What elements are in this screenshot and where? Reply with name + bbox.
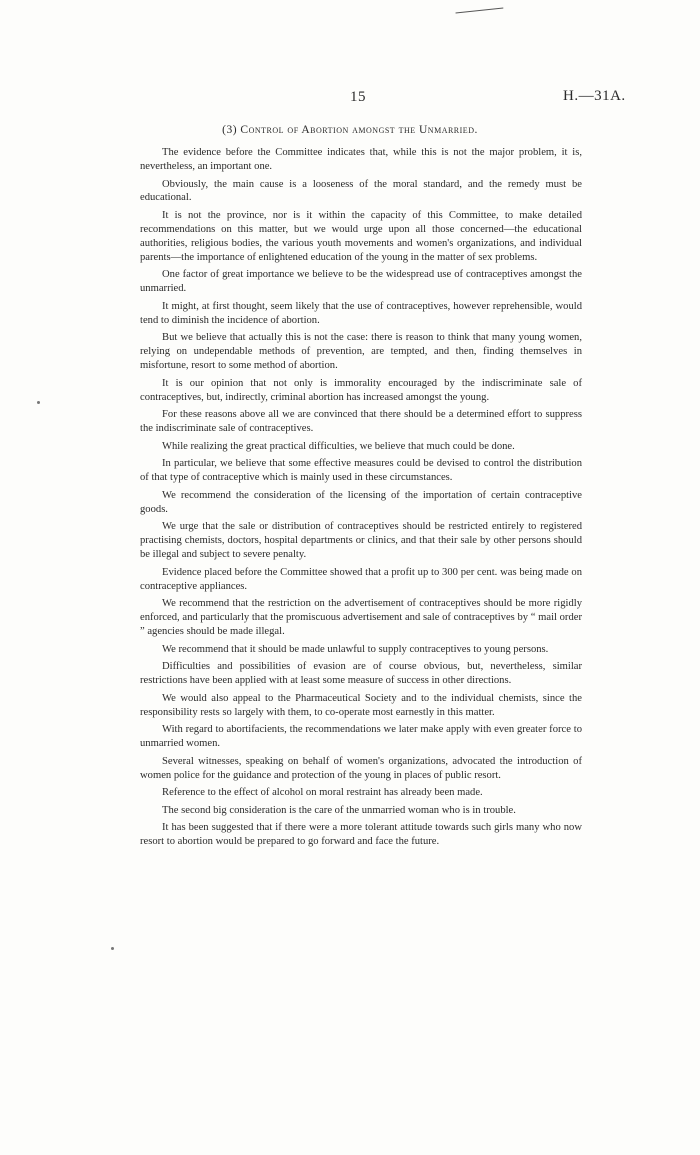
paragraph: It might, at first thought, seem likely that the use of contraceptives, however reprehensible, would tend to diminish the incidence of abortion. — [140, 300, 582, 326]
paragraph: We would also appeal to the Pharmaceutical Society and to the individual chemists, since the responsibility rests so largely with them, to co-operate most earnestly in this matter. — [140, 692, 582, 718]
paragraph: But we believe that actually this is not the case: there is reason to think that many young women, relying on undependable methods of prevention, are tempted, and then, finding themselves in misfortune, resort to some method of abortion. — [140, 332, 582, 372]
margin-speck — [37, 401, 40, 404]
section-heading: (3) Control of Abortion amongst the Unmarried. — [222, 124, 478, 136]
paragraph: In particular, we believe that some effective measures could be devised to control the distribution of that type of contraceptive which is mainly used in these circumstances. — [140, 458, 582, 484]
paragraph: The second big consideration is the care of the unmarried woman who is in trouble. — [162, 804, 516, 816]
document-reference: H.—31A. — [563, 88, 626, 104]
paragraph: It has been suggested that if there were a more tolerant attitude towards such girls many who now resort to abortion would be prepared to go forward and face the future. — [140, 822, 582, 848]
paragraph: One factor of great importance we believe to be the widespread use of contraceptives amongst the unmarried. — [140, 269, 582, 295]
page-number: 15 — [350, 89, 366, 105]
paragraph: We recommend that it should be made unlawful to supply contraceptives to young persons. — [162, 643, 549, 655]
body-text — [140, 146, 582, 853]
paragraph: We recommend the consideration of the licensing of the importation of certain contraceptive goods. — [140, 489, 582, 515]
paragraph: For these reasons above all we are convinced that there should be a determined effort to suppress the indiscriminate sale of contraceptives. — [140, 409, 582, 435]
paragraph: While realizing the great practical difficulties, we believe that much could be done. — [162, 440, 515, 452]
paragraph: We recommend that the restriction on the advertisement of contraceptives should be more rigidly enforced, and particularly that the promiscuous advertisement and sale of contraceptives by “ mail order ” agencies should be made illegal. — [140, 598, 582, 638]
paragraph: Evidence placed before the Committee showed that a profit up to 300 per cent. was being made on contraceptive appliances. — [140, 566, 582, 592]
pen-stroke-mark — [455, 0, 504, 13]
paragraph: We urge that the sale or distribution of contraceptives should be restricted entirely to registered practising chemists, doctors, hospital departments or clinics, and that their sale by other persons should be illegal and subject to severe penalty. — [140, 521, 582, 561]
paragraph: With regard to abortifacients, the recommendations we later make apply with even greater force to unmarried women. — [140, 724, 582, 750]
paragraph: Reference to the effect of alcohol on moral restraint has already been made. — [162, 787, 483, 799]
paragraph: Several witnesses, speaking on behalf of women's organizations, advocated the introduction of women police for the guidance and protection of the young in places of public resort. — [140, 755, 582, 781]
margin-speck — [111, 947, 114, 950]
paragraph: Difficulties and possibilities of evasion are of course obvious, but, nevertheless, similar restrictions have been applied with at least some measure of success in other directions. — [140, 661, 582, 687]
paragraph: It is our opinion that not only is immorality encouraged by the indiscriminate sale of contraceptives, but, indirectly, criminal abortion has increased amongst the young. — [140, 377, 582, 403]
paragraph: It is not the province, nor is it within the capacity of this Committee, to make detailed recommendations on this matter, but we would urge upon all those concerned—the educational authorities, religious bodies, the various youth movements and women's organizations, and individual parents—the importance of enlightened education of the young in the matter of sex problems. — [140, 210, 582, 263]
paragraph: Obviously, the main cause is a looseness of the moral standard, and the remedy must be educational. — [140, 178, 582, 204]
paragraph: The evidence before the Committee indicates that, while this is not the major problem, it is, nevertheless, an important one. — [140, 147, 582, 172]
